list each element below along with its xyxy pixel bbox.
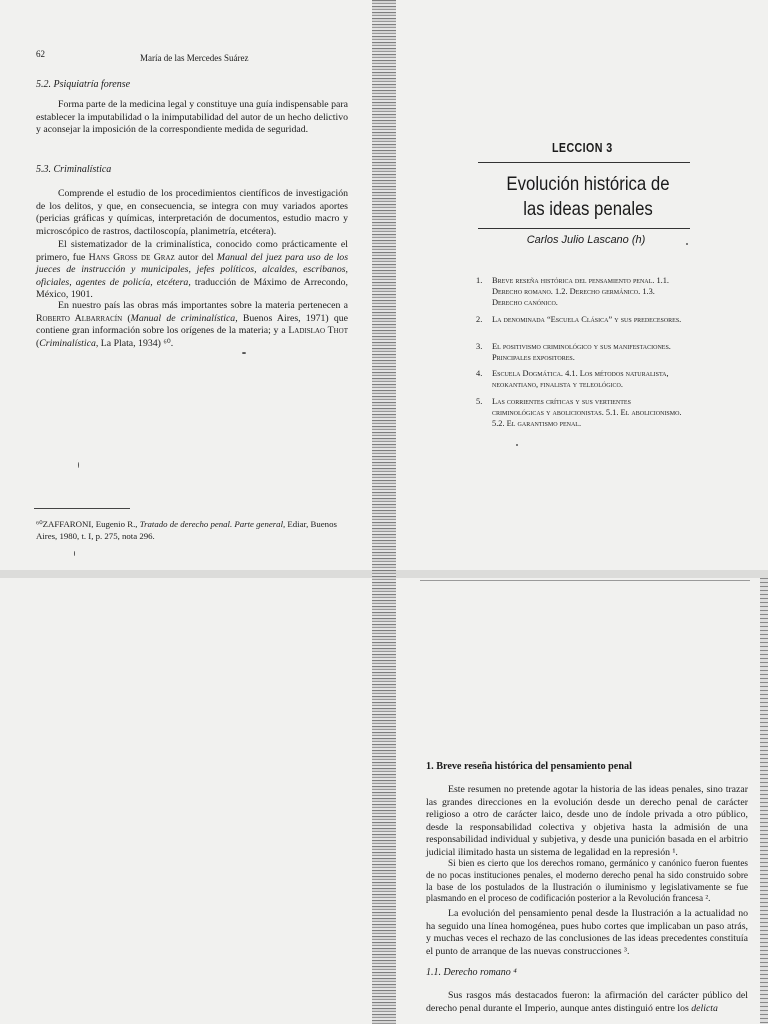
book-gutter [372, 0, 396, 1024]
title-rule-top [478, 162, 690, 163]
scan-speck [686, 243, 688, 245]
section-1-paragraph-1: Este resumen no pretende agotar la historia de las ideas penales, sino trazar las grandes direcciones en la evolución desde un derecho penal de carácter religioso a otro de carácter laico, desde uno de índole privada a otro público, desde la responsabilidad colectiva y objetiva hasta la admisión de una responsabilidad individual y subjetiva, y desde una punición basada en el arbitrio judicial ilimitado hasta un sistema de legalidad en la represión ¹. [426, 784, 748, 858]
title-rule-bottom [478, 228, 690, 229]
section-5-3-heading: 5.3. Criminalística [36, 164, 112, 175]
section-5-3-paragraph-2: El sistematizador de la criminalística, conocido como prácticamente el primero, fue Hans Gross de Graz autor del Manual del juez para uso de los jueces de instrucción y municipales, jefes políticos, alcaldes, escribanos, oficiales, agentes de policía, etcétera, traducción de Máximo de Arrecondo, México, 1901. [36, 239, 349, 301]
lesson-title-line-1: Evolución histórica de [506, 173, 670, 195]
page-number: 62 [36, 49, 45, 59]
section-5-2-heading: 5.2. Psiquiatría forense [36, 79, 131, 90]
lesson-title [493, 172, 682, 222]
toc-item: 3. El positivismo criminológico y sus manifestaciones. Principales expositores. [476, 342, 671, 363]
section-1-paragraph-3: La evolución del pensamiento penal desde la Ilustración a la actualidad no ha seguido una línea homogénea, pues hubo cortes que implicaban un paso atrás, y muchas veces el rechazo de las conclusiones de las ideas precedentes constituía el punto de arranque de las nuevas construcciones ³. [426, 908, 748, 957]
left-page-bottom [0, 578, 378, 1024]
subsection-1-1-heading: 1.1. Derecho romano ⁴ [426, 967, 517, 978]
section-1-heading: 1. Breve reseña histórica del pensamiento penal [426, 761, 632, 772]
scan-edge-line [420, 580, 750, 581]
lesson-title-line-2: las ideas penales [523, 198, 653, 220]
lesson-label: LECCION 3 [552, 140, 613, 155]
running-head: María de las Mercedes Suárez [140, 53, 249, 63]
section-5-3-paragraph-3: En nuestro país las obras más importantes sobre la materia pertenecen a Roberto Albarracín (Manual de criminalística, Buenos Aires, 1971) que contiene gran información sobre los orígenes de la materia; y a Ladislao Thot (Criminalística, La Plata, 1934) ⁶⁰. [36, 300, 349, 349]
toc-item: 1. Breve reseña histórica del pensamiento penal. 1.1. Derecho romano. 1.2. Derecho germánico. 1.3. Derecho canónico. [476, 276, 670, 308]
toc-item: 4. Escuela Dogmática. 4.1. Los métodos naturalista, neokantiano, finalista y teleológico. [476, 369, 669, 390]
subsection-1-1-paragraph: Sus rasgos más destacados fueron: la afirmación del carácter público del derecho penal durante el Imperio, aunque antes distinguió entre los delicta [426, 990, 748, 1014]
section-1-paragraph-2: Si bien es cierto que los derechos romano, germánico y canónico fueron fuentes de no pocas instituciones penales, el moderno derecho penal ha sido construido sobre la base de los postulados de la Ilustración o iluminismo y legislativamente se fue plasmando en el proceso de codificación posterior a la Revolución francesa ². [426, 858, 748, 904]
scan-speck [516, 444, 518, 446]
footnote-rule [34, 508, 130, 509]
page-edge [760, 578, 768, 1024]
footnote: ⁶⁰ZAFFARONI, Eugenio R., Tratado de derecho penal. Parte general, Ediar, Buenos Aires, 1980, t. I, p. 275, nota 296. [36, 519, 337, 541]
toc-item: 5. Las corrientes críticas y sus vertientes criminológicas y abolicionistas. 5.1. El abolicionismo. 5.2. El garantismo penal. [476, 397, 682, 429]
author-name: Carlos Julio Lascano (h) [526, 234, 646, 246]
scan-speck [242, 352, 246, 354]
section-5-2-text: Forma parte de la medicina legal y constituye una guía indispensable para establecer la imputabilidad o la inimputabilidad del autor de un hecho delictivo y aconsejar la imposición de la correspondiente medida de seguridad. [36, 99, 348, 136]
scan-speck [74, 551, 75, 556]
scan-speck [78, 462, 79, 468]
section-5-3-paragraph-1: Comprende el estudio de los procedimientos científicos de investigación de los delitos, y que, en consecuencia, se integra con muy variados aportes (pericias gráficas y químicas, interpretación de documentos, estudio macro y microscópico de rastros, dactiloscopía, planimetría, etcétera). [36, 188, 348, 237]
toc-item: 2. La denominada “Escuela Clásica” y sus predecesores. [476, 315, 682, 324]
